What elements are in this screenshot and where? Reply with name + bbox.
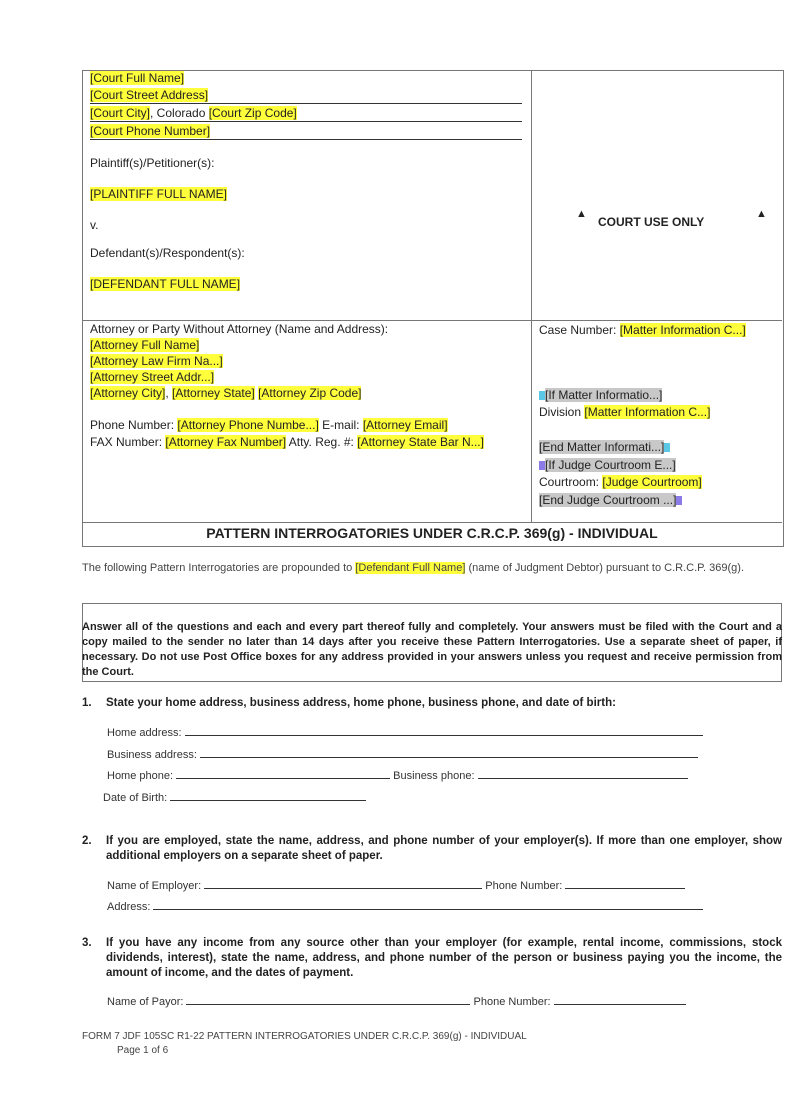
question-1 xyxy=(82,696,782,711)
attorney-city: [Attorney City] xyxy=(90,386,166,400)
content-control-marker-icon xyxy=(676,496,682,505)
triangle-up-icon: ▲ xyxy=(756,208,767,220)
question-2 xyxy=(82,834,782,864)
attorney-label: Attorney or Party Without Attorney (Name and Address): xyxy=(90,322,389,336)
attorney-name: [Attorney Full Name] xyxy=(90,338,200,352)
attorney-bar: [Attorney State Bar N...] xyxy=(357,435,484,449)
label: Case Number: xyxy=(539,323,620,337)
label: E-mail: xyxy=(318,418,363,432)
defendant-label: Defendant(s)/Respondent(s): xyxy=(90,246,245,260)
attorney-phone: [Attorney Phone Numbe...] xyxy=(177,418,319,432)
text: (name of Judgment Debtor) pursuant to C.R.C.P. 369(g). xyxy=(465,562,745,574)
attorney-state: [Attorney State] xyxy=(172,386,255,400)
footer-form: FORM 7 JDF 105SC R1-22 PATTERN INTERROGATORIES UNDER C.R.C.P. 369(g) - INDIVIDUAL xyxy=(82,1031,527,1042)
employer-input[interactable] xyxy=(204,878,482,889)
field: [End Matter Informati...] xyxy=(539,440,665,454)
division: [Matter Information C...] xyxy=(584,405,711,419)
divider xyxy=(90,103,522,104)
intro-paragraph xyxy=(82,561,782,576)
label: Business phone: xyxy=(393,770,475,782)
field: [Court Phone Number] xyxy=(90,124,211,138)
question-text: If you are employed, state the name, address, and phone number of your employer(s). If more than one employer, show additional employers on a separate sheet of paper. xyxy=(106,835,782,862)
court-phone xyxy=(90,124,210,138)
field: [Court City] xyxy=(90,106,151,120)
versus: v. xyxy=(90,218,99,232)
defendant-name: [DEFENDANT FULL NAME] xyxy=(90,277,241,291)
footer-page: Page 1 of 6 xyxy=(117,1045,169,1056)
label: , Colorado xyxy=(150,106,209,120)
court-use-only: COURT USE ONLY xyxy=(598,215,705,229)
question-number: 3. xyxy=(82,937,92,949)
row-divider xyxy=(82,522,782,523)
column-divider xyxy=(531,70,532,522)
attorney-firm: [Attorney Law Firm Na...] xyxy=(90,354,223,368)
field: [Court Zip Code] xyxy=(208,106,297,120)
defendant-field: [Defendant Full Name] xyxy=(355,562,466,574)
dob-input[interactable] xyxy=(170,790,366,801)
label: Home address: xyxy=(107,727,182,739)
label: Division xyxy=(539,405,585,419)
label: Courtroom: xyxy=(539,475,603,489)
label: Name of Employer: xyxy=(107,880,202,892)
employer-address-input[interactable] xyxy=(153,899,703,910)
content-control-marker-icon xyxy=(664,443,670,452)
document-page: [Court Full Name] [Court Street Address] [Court City], Colorado [Court Zip Code] [Court Phone Number] Plaintiff(s)/Petitioner(s): [PLAINTIFF FULL NAME] v. Defendant(s)/Respondent(s): [DEFENDANT FULL NAME] ▲ COURT USE ONLY ▲ Attorney or Party Without Attorney (Name and Address): [Attorney Full Name] [Attorney Law Firm Na...] [Attorney Street Addr...] [Attorney City], [Attorney State] [Attorney Zip Code] Phone Number: [Attorney Phone Numbe...] E-mail: [Attorney Email] FAX Number: [Attorney Fax Number] Atty. Reg. #: [Attorney State Bar N...] Case Number: [Matter Information C...] [If Matter Informatio...] Division [Matter Information C...] [End Matter Informati...] [If Judge Courtroom E...] Courtroom: [Judge Courtroom] [End Judge Courtroom ...] PATTERN INTERROGATORIES UNDER C.R.C.P. 369(g) - INDIVIDUAL The following Pattern Interrogatories are propounded to [Defendant Full Name] (name of Judgment Debtor) pursuant to C.R.C.P. 369(g). Answer all of the questions and each and every part thereof fully and completely. Your answers must be filed with the Court and a copy mailed to the sender no later than 14 days after you receive these Pattern Interrogatories. Use a separate sheet of paper, if necessary. Do not use Post Office boxes for any address provided in your answers unless you request and receive permission from the Court. 1. State your home address, business address, home phone, business phone, and date of birth: Home address: Business address: Home phone: Business phone: Date of Birth: 2. If you are employed, state the name, address, and phone number of your employer(s). If more than one employer, show additional employers on a separate sheet of paper. Name of Employer: Phone Number: Address: 3. If you have any income from any source other than your employer (for example, rental income, commissions, stock dividends, interest), state the name, address, and phone number of the person or business paying you the income, the amount of income, and the dates of payment. Name of Payor: Phone Number: FORM 7 JDF 105SC R1-22 PATTERN INTERROGATORIES UNDER C.R.C.P. 369(g) - INDIVIDUAL Page 1 of 6 xyxy=(0,0,800,1098)
plaintiff-label: Plaintiff(s)/Petitioner(s): xyxy=(90,156,215,170)
label: Phone Number: xyxy=(485,880,563,892)
field: [Court Full Name] xyxy=(90,71,185,85)
field: [If Matter Informatio...] xyxy=(545,388,663,402)
document-title: PATTERN INTERROGATORIES UNDER C.R.C.P. 369(g) - INDIVIDUAL xyxy=(206,525,658,541)
label: Phone Number: xyxy=(473,996,551,1008)
label: Address: xyxy=(107,901,151,913)
label: Phone Number: xyxy=(90,418,178,432)
divider xyxy=(90,121,522,122)
label: Name of Payor: xyxy=(107,996,184,1008)
payor-input[interactable] xyxy=(186,994,470,1005)
label: Atty. Reg. #: xyxy=(286,435,358,449)
court-city-line xyxy=(90,106,297,120)
business-address-input[interactable] xyxy=(200,747,698,758)
label: Home phone: xyxy=(107,770,174,782)
attorney-street: [Attorney Street Addr...] xyxy=(90,370,215,384)
question-3 xyxy=(82,936,782,981)
plaintiff-name: [PLAINTIFF FULL NAME] xyxy=(90,187,227,201)
attorney-fax: [Attorney Fax Number] xyxy=(165,435,287,449)
case-number: [Matter Information C...] xyxy=(619,323,746,337)
courtroom: [Judge Courtroom] xyxy=(602,475,702,489)
court-name xyxy=(90,71,184,85)
attorney-email: [Attorney Email] xyxy=(362,418,448,432)
question-number: 2. xyxy=(82,835,92,847)
payor-phone-input[interactable] xyxy=(554,994,686,1005)
employer-phone-input[interactable] xyxy=(565,878,685,889)
business-phone-input[interactable] xyxy=(478,768,688,779)
instructions-text: Answer all of the questions and each and every part thereof fully and completely. Your answers must be filed with the Court and a copy mailed to the sender no later than 14 days after you receive these Pattern Interrogatories. Use a separate sheet of paper, if necessary. Do not use Post Office boxes for any address provided in your answers unless you request and receive permission from the Court. xyxy=(82,621,782,678)
row-divider xyxy=(82,320,782,321)
label: Business address: xyxy=(107,749,197,761)
label: Date of Birth: xyxy=(103,792,168,804)
question-number: 1. xyxy=(82,697,92,709)
label: FAX Number: xyxy=(90,435,166,449)
field: [If Judge Courtroom E...] xyxy=(545,458,676,472)
field: [Court Street Address] xyxy=(90,88,209,102)
text: The following Pattern Interrogatories are propounded to xyxy=(82,562,356,574)
divider xyxy=(90,139,522,140)
field: [End Judge Courtroom ...] xyxy=(539,493,677,507)
question-text: State your home address, business address, home phone, business phone, and date of birth: xyxy=(106,697,616,709)
triangle-up-icon: ▲ xyxy=(576,208,587,220)
attorney-zip: [Attorney Zip Code] xyxy=(258,386,362,400)
home-address-input[interactable] xyxy=(185,725,703,736)
court-street xyxy=(90,88,208,102)
question-text: If you have any income from any source other than your employer (for example, rental income, commissions, stock dividends, interest), state the name, address, and phone number of the person or business paying you the income, the amount of income, and the dates of payment. xyxy=(106,937,782,979)
home-phone-input[interactable] xyxy=(176,768,390,779)
